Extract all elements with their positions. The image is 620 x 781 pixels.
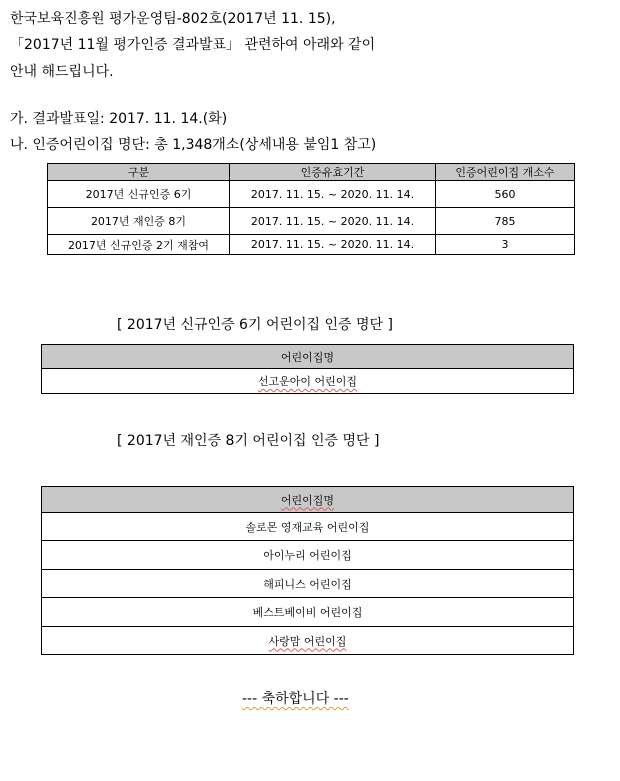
summary-table: [47, 163, 575, 255]
summary-cell-period: 2017. 11. 15. ~ 2020. 11. 14.: [230, 181, 436, 208]
summary-header-period: 인증유효기간: [230, 164, 436, 181]
new-cert-header-row: [42, 345, 574, 369]
new-cert-item-name: 선고운아이 어린이집: [257, 375, 358, 388]
intro-line-2: 「2017년 11월 평가인증 결과발표」 관련하여 아래와 같이: [10, 37, 376, 53]
summary-cell-category: 2017년 신규인증 2기 재참여: [48, 235, 230, 255]
intro-line-3: 안내 해드립니다.: [10, 64, 114, 80]
recert-item: 솔로몬 영재교육 어린이집: [42, 513, 574, 541]
footer-congrats-text: --- 축하합니다 ---: [242, 691, 349, 707]
table-row: [42, 570, 574, 598]
table-row: [48, 235, 575, 255]
summary-cell-category: 2017년 신규인증 6기: [48, 181, 230, 208]
summary-header-count: 인증어린이집 개소수: [436, 164, 575, 181]
summary-header-category: 구분: [48, 164, 230, 181]
recert-caption: [ 2017년 재인증 8기 어린이집 인증 명단 ]: [117, 433, 380, 449]
recert-header-label: 어린이집명: [280, 493, 335, 507]
recert-header: [42, 487, 574, 513]
recert-table: [41, 486, 574, 655]
new-cert-caption: [ 2017년 신규인증 6기 어린이집 인증 명단 ]: [117, 317, 393, 333]
table-row: [48, 208, 575, 235]
table-row: [42, 513, 574, 541]
new-cert-table: [41, 344, 574, 394]
table-row: [42, 627, 574, 655]
recert-header-row: [42, 487, 574, 513]
summary-cell-count: 785: [436, 208, 575, 235]
table-row: [42, 598, 574, 627]
recert-item-name: 사랑맘 어린이집: [268, 634, 347, 648]
summary-header-row: [48, 164, 575, 181]
recert-item: 아이누리 어린이집: [42, 541, 574, 570]
announce-date: 가. 결과발표일: 2017. 11. 14.(화): [10, 111, 228, 127]
summary-cell-period: 2017. 11. 15. ~ 2020. 11. 14.: [230, 208, 436, 235]
intro-line-1: 한국보육진흥원 평가운영팀-802호(2017년 11. 15),: [10, 11, 336, 27]
new-cert-item: [42, 369, 574, 394]
new-cert-header: 어린이집명: [42, 345, 574, 369]
recert-item: 베스트베이비 어린이집: [42, 598, 574, 627]
summary-cell-period: 2017. 11. 15. ~ 2020. 11. 14.: [230, 235, 436, 255]
table-row: [42, 369, 574, 394]
summary-cell-count: 3: [436, 235, 575, 255]
recert-item: [42, 627, 574, 655]
table-row: [48, 181, 575, 208]
cert-list-total: 나. 인증어린이집 명단: 총 1,348개소(상세내용 붙임1 참고): [10, 137, 377, 153]
summary-cell-count: 560: [436, 181, 575, 208]
footer-congrats: [242, 688, 349, 708]
recert-item: 해피니스 어린이집: [42, 570, 574, 598]
table-row: [42, 541, 574, 570]
summary-cell-category: 2017년 재인증 8기: [48, 208, 230, 235]
